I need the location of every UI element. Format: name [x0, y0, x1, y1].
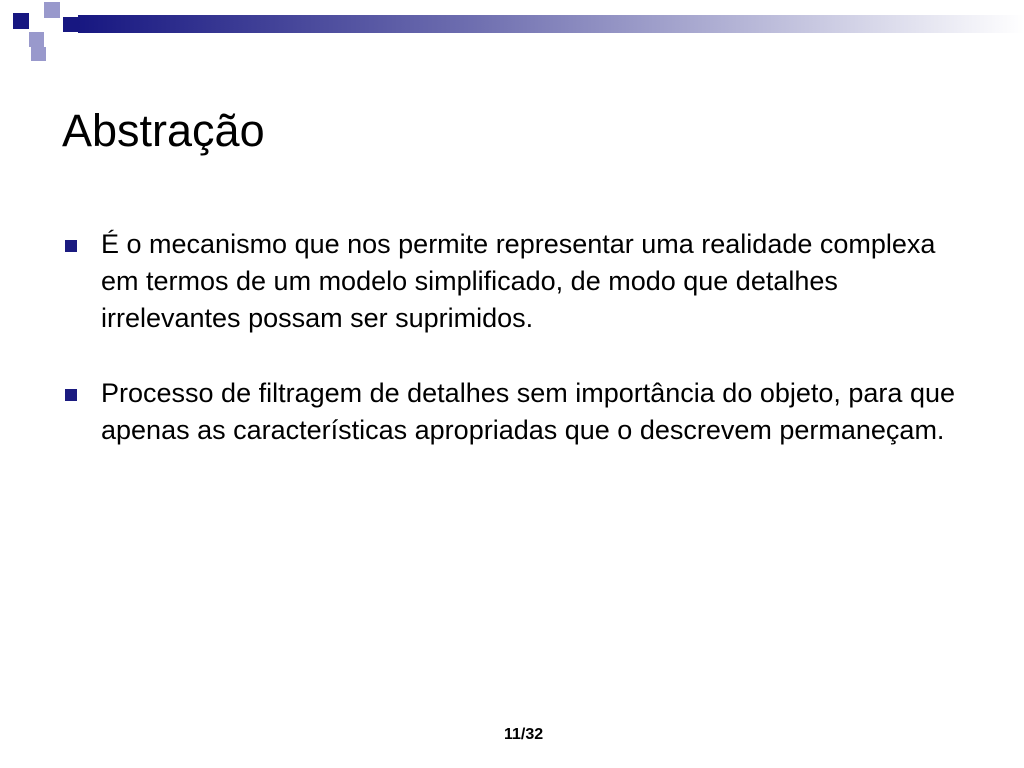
bullet-item — [62, 375, 972, 449]
decor-square-light-top — [44, 2, 60, 18]
square-bullet-icon — [65, 240, 77, 252]
decor-gradient-band — [78, 15, 1024, 33]
bullet-item — [62, 226, 972, 337]
decor-square-light-middle — [29, 32, 44, 47]
decor-square-dark-right — [63, 17, 78, 32]
bullet-text: Processo de filtragem de detalhes sem importância do objeto, para que apenas as características apropriadas que o descrevem permaneçam. — [101, 378, 955, 445]
header-decoration — [0, 0, 1024, 70]
page-number: 11/32 — [504, 726, 544, 743]
decor-square-light-bottom — [31, 47, 46, 61]
square-bullet-icon — [65, 389, 77, 401]
decor-square-dark-top — [13, 13, 29, 29]
slide-title: Abstração — [62, 105, 265, 156]
bullet-text: É o mecanismo que nos permite representar uma realidade complexa em termos de um modelo simplificado, de modo que detalhes irrelevantes possam ser suprimidos. — [101, 229, 936, 333]
bullet-list — [62, 226, 972, 487]
